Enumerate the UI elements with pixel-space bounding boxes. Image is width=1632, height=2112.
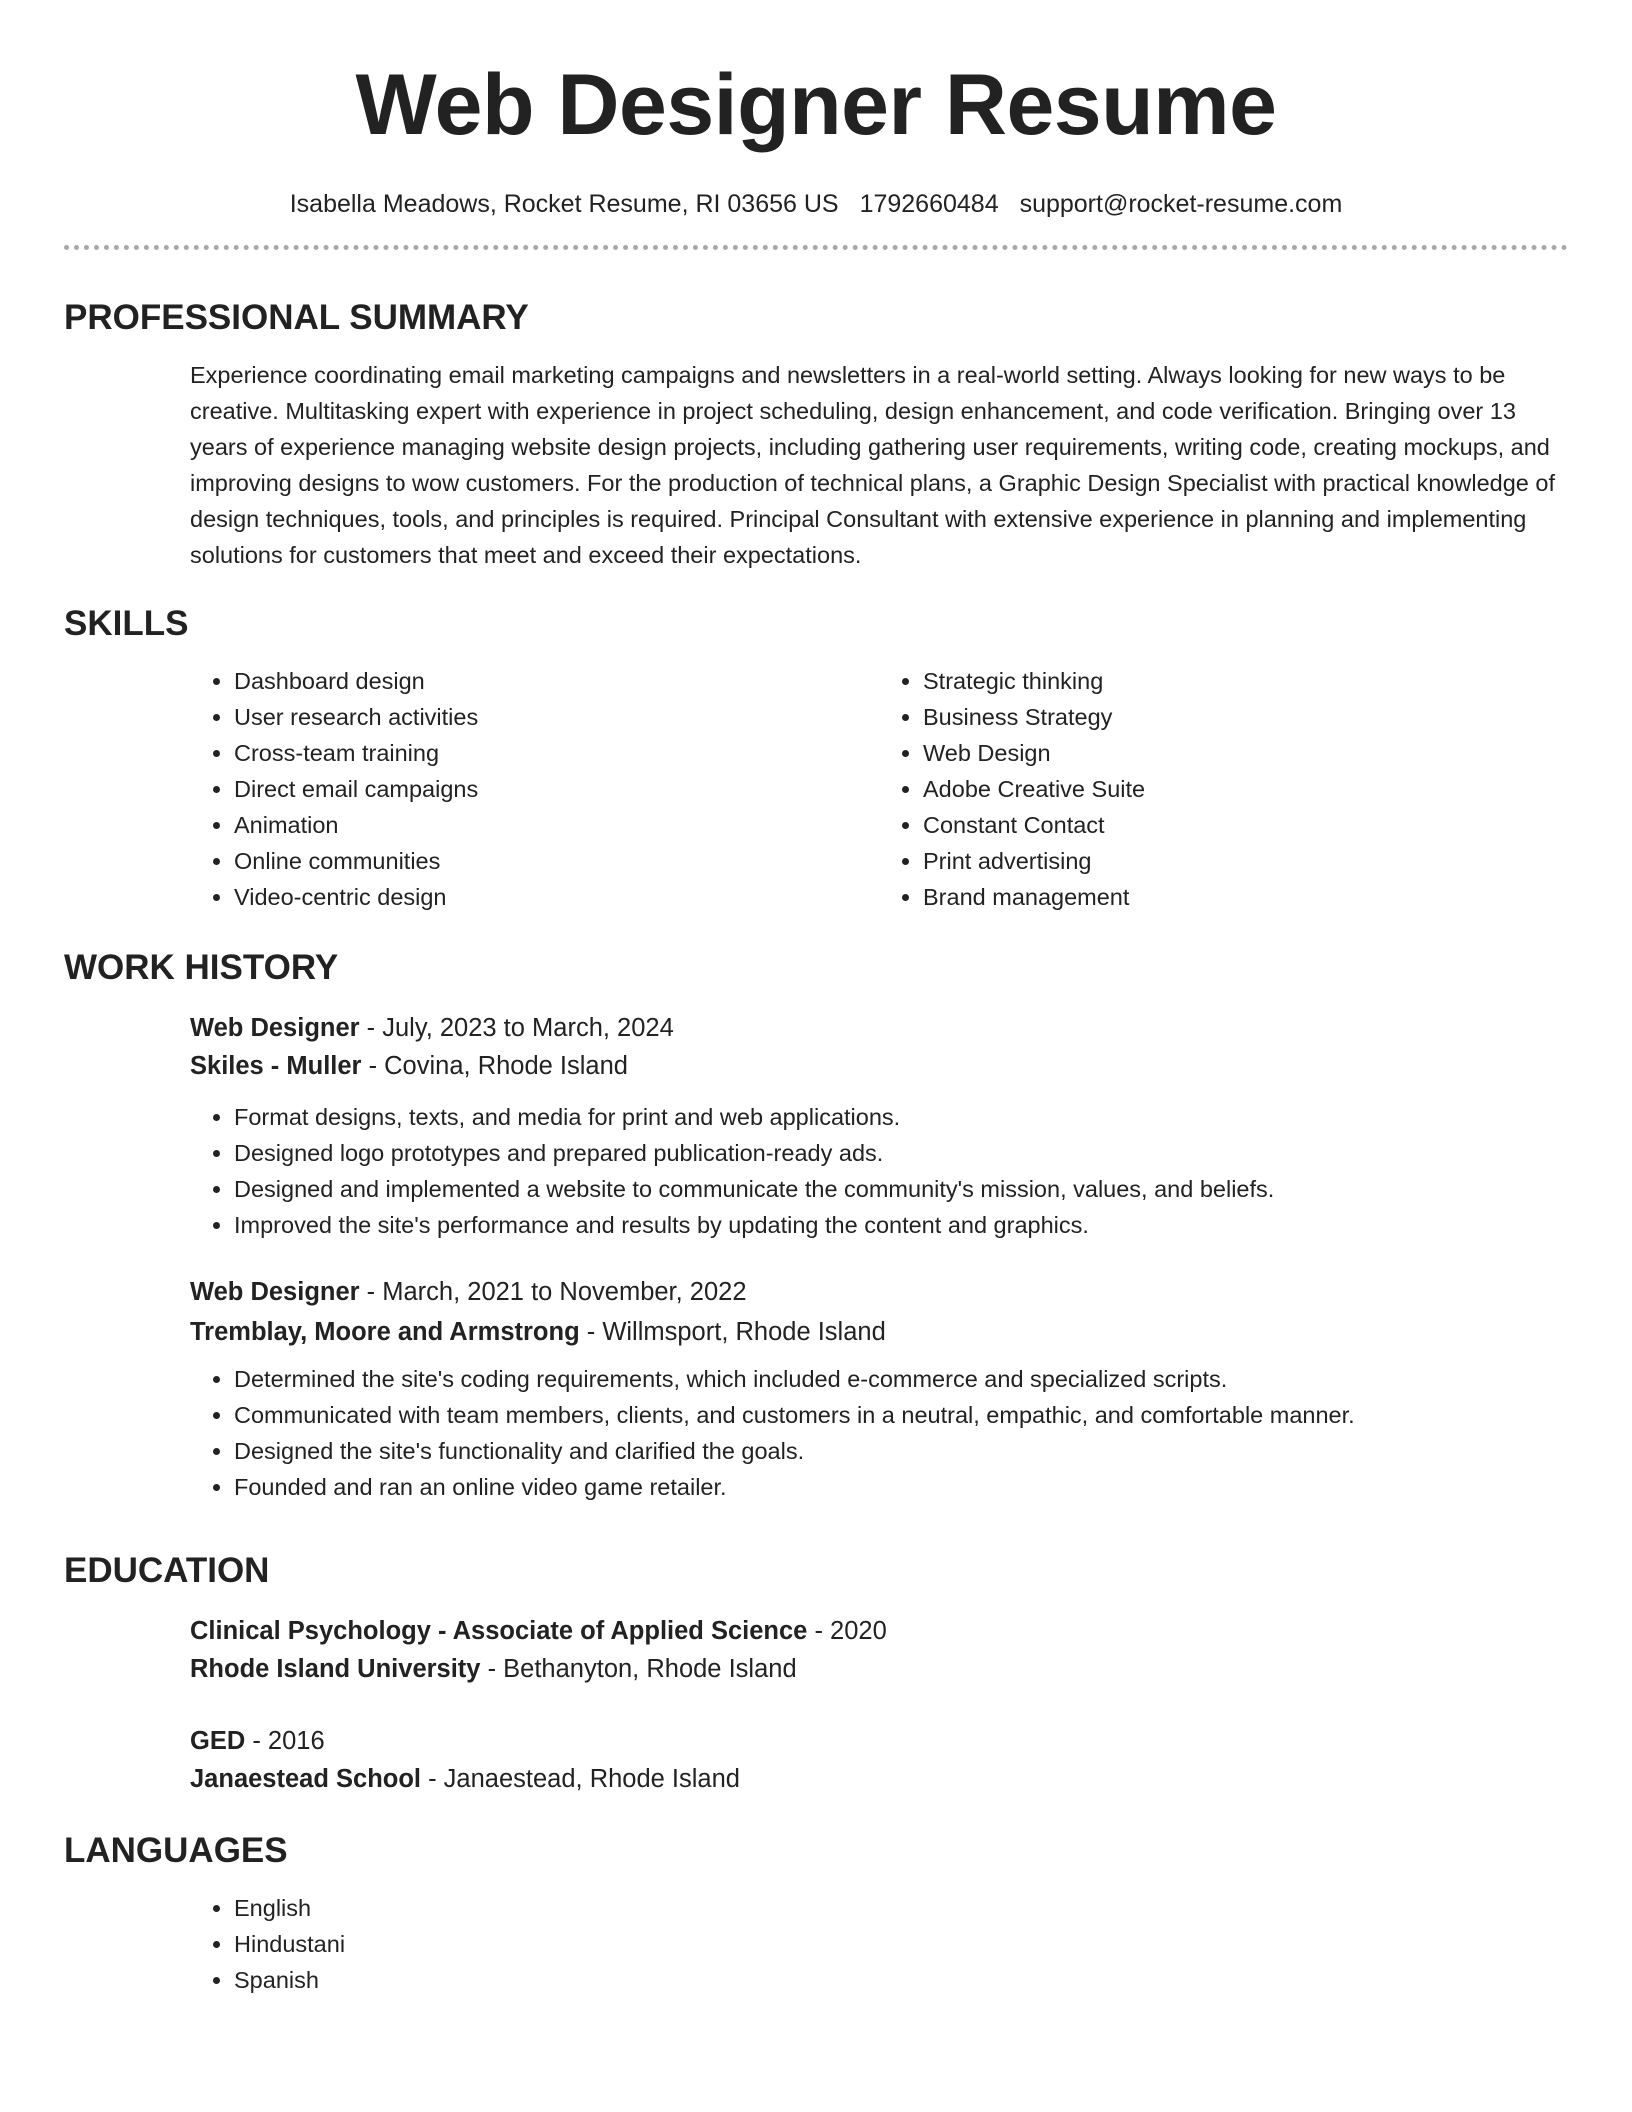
skill-item: • Online communities [234, 843, 879, 879]
job-entry [190, 1009, 1568, 1243]
job-bullet: • Designed and implemented a website to communicate the community's mission, values, and beliefs. [234, 1171, 1568, 1207]
skills-list-right [879, 663, 1568, 915]
education-entry [190, 1722, 1568, 1798]
education-degree-line [190, 1722, 1568, 1760]
education-section [64, 1553, 1568, 1798]
skill-item: • Dashboard design [234, 663, 879, 699]
education-school-line [190, 1760, 1568, 1798]
languages-body [190, 1890, 1568, 1998]
summary-heading: PROFESSIONAL SUMMARY [64, 298, 529, 337]
skill-item: • Animation [234, 807, 879, 843]
contact-phone: 1792660484 [859, 190, 999, 218]
job-location: - Covina, Rhode Island [361, 1052, 628, 1080]
job-company-line [190, 1047, 1568, 1085]
skill-item: • Strategic thinking [923, 663, 1568, 699]
summary-body [190, 357, 1568, 573]
education-degree: Clinical Psychology - Associate of Applied Science [190, 1617, 808, 1645]
skills-heading: SKILLS [64, 604, 189, 643]
skill-item: • Cross-team training [234, 735, 879, 771]
education-school: Janaestead School [190, 1765, 422, 1793]
work-heading: WORK HISTORY [64, 948, 339, 987]
job-bullet: • Communicated with team members, clients, and customers in a neutral, empathic, and comfortable manner. [234, 1397, 1568, 1433]
contact-line [64, 190, 1568, 219]
job-company: Tremblay, Moore and Armstrong [190, 1318, 580, 1346]
job-title: Web Designer [190, 1278, 360, 1306]
education-location: - Janaestead, Rhode Island [421, 1765, 740, 1793]
skill-item: • Constant Contact [923, 807, 1568, 843]
resume-title: Web Designer Resume [355, 57, 1277, 153]
languages-heading: LANGUAGES [64, 1831, 288, 1870]
skills-columns [190, 663, 1568, 915]
languages-section [64, 1833, 1568, 1998]
job-dates: - July, 2023 to March, 2024 [359, 1014, 674, 1042]
job-bullet: • Designed logo prototypes and prepared publication-ready ads. [234, 1135, 1568, 1171]
languages-list [190, 1890, 1568, 1998]
job-bullet: • Founded and ran an online video game retailer. [234, 1469, 1568, 1505]
job-bullet: • Improved the site's performance and results by updating the content and graphics. [234, 1207, 1568, 1243]
language-item: • Spanish [234, 1962, 1568, 1998]
education-location: - Bethanyton, Rhode Island [480, 1655, 797, 1683]
language-item: • Hindustani [234, 1926, 1568, 1962]
education-school-line [190, 1650, 1568, 1688]
education-school: Rhode Island University [190, 1655, 481, 1683]
job-dates: - March, 2021 to November, 2022 [359, 1278, 747, 1306]
job-company-line [190, 1313, 1568, 1351]
education-entry [190, 1612, 1568, 1688]
contact-address: Isabella Meadows, Rocket Resume, RI 03656 US [289, 190, 839, 218]
education-year: - 2016 [245, 1727, 325, 1755]
education-degree: GED [190, 1727, 246, 1755]
skill-item: • Adobe Creative Suite [923, 771, 1568, 807]
job-title: Web Designer [190, 1014, 360, 1042]
skill-item: • Print advertising [923, 843, 1568, 879]
job-title-line [190, 1273, 1568, 1311]
job-title-line [190, 1009, 1568, 1047]
job-bullet: • Designed the site's functionality and clarified the goals. [234, 1433, 1568, 1469]
education-heading: EDUCATION [64, 1551, 270, 1590]
skill-item: • Video-centric design [234, 879, 879, 915]
skill-item: • Web Design [923, 735, 1568, 771]
header-divider [64, 245, 1568, 250]
skill-item: • Brand management [923, 879, 1568, 915]
language-item: • English [234, 1890, 1568, 1926]
education-degree-line [190, 1612, 1568, 1650]
job-location: - Willmsport, Rhode Island [579, 1318, 886, 1346]
summary-section [64, 300, 1568, 573]
job-bullet: • Determined the site's coding requirements, which included e-commerce and specialized scripts. [234, 1361, 1568, 1397]
skill-item: • User research activities [234, 699, 879, 735]
job-bullets [190, 1361, 1568, 1505]
education-year: - 2020 [807, 1617, 887, 1645]
skills-list-left [190, 663, 879, 915]
skill-item: • Direct email campaigns [234, 771, 879, 807]
job-entry [190, 1273, 1568, 1505]
work-section [64, 950, 1568, 1505]
skill-item: • Business Strategy [923, 699, 1568, 735]
skills-section [64, 606, 1568, 915]
contact-email: support@rocket-resume.com [1019, 190, 1343, 218]
summary-text: Experience coordinating email marketing campaigns and newsletters in a real-world setting. Always looking for new ways to be creative. Multitasking expert with experience in project scheduling, design enhancement, and code verification. Bringing over 13 years of experience managing website design projects, including gathering user requirements, writing code, creating mockups, and improving designs to wow customers. For the production of technical plans, a Graphic Design Specialist with practical knowledge of design techniques, tools, and principles is required. Principal Consultant with extensive experience in planning and implementing solutions for customers that meet and exceed their expectations. [190, 362, 1555, 568]
job-bullet: • Format designs, texts, and media for print and web applications. [234, 1099, 1568, 1135]
job-bullets [190, 1099, 1568, 1243]
job-company: Skiles - Muller [190, 1052, 362, 1080]
